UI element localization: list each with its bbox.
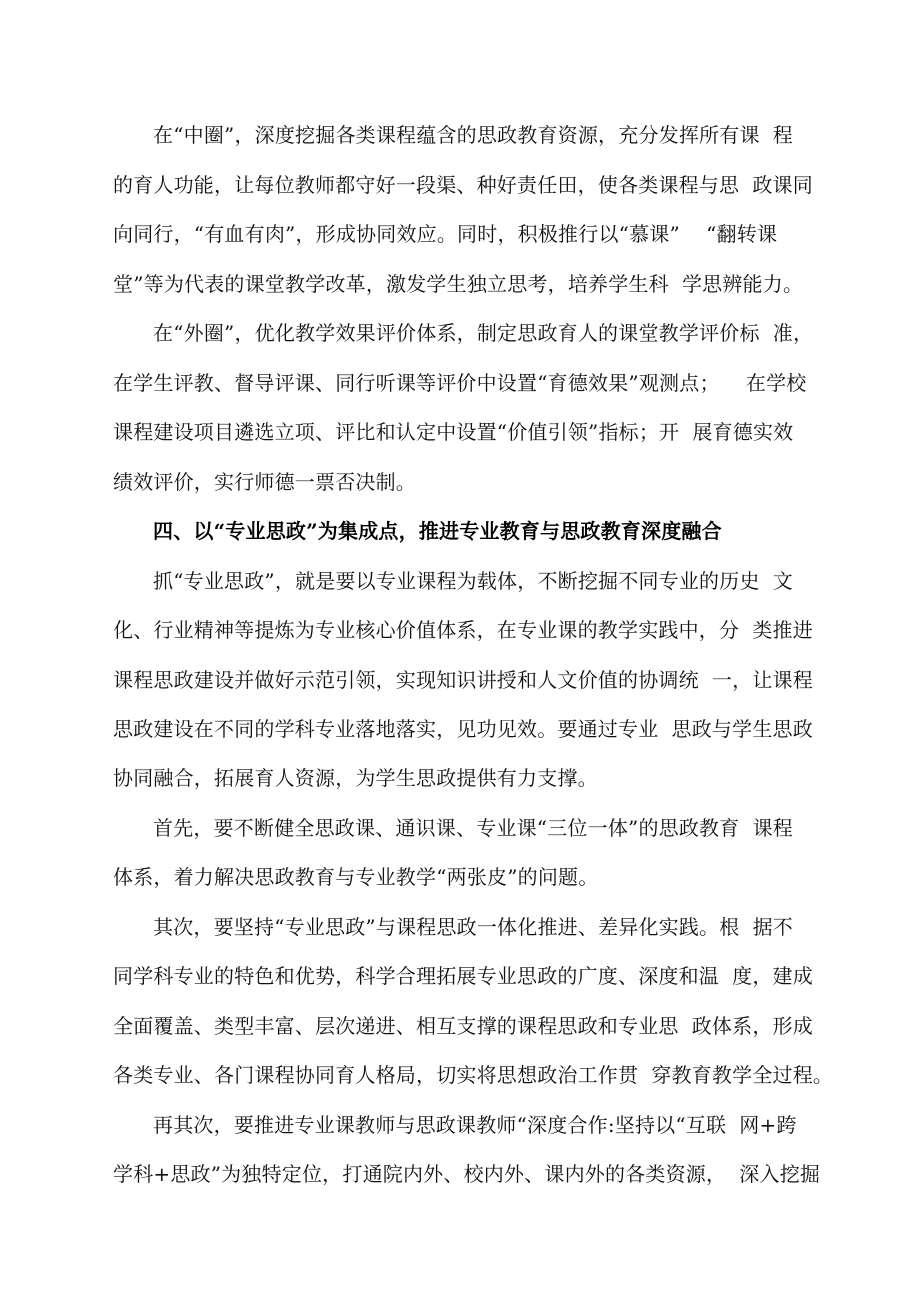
paragraph-line: 课程建设项目遴选立项、评比和认定中设置“价值引领”指标；开 展育德实效	[113, 420, 794, 444]
paragraph-line: 堂”等为代表的课堂教学改革，激发学生独立思考，培养学生科 学思辨能力。	[113, 272, 804, 296]
paragraph-line: 抓“专业思政”，就是要以专业课程为载体，不断挖掘不同专业的历史 文	[153, 569, 793, 593]
paragraph-line: 绩效评价，实行师德一票否决制。	[113, 470, 416, 494]
paragraph-line: 体系，着力解决思政教育与专业教学“两张皮”的问题。	[113, 865, 599, 889]
section-heading: 四、以“专业思政”为集成点，推进专业教育与思政教育深度融合	[153, 519, 722, 543]
paragraph-line: 思政建设在不同的学科专业落地落实，见功见效。要通过专业 思政与学生思政	[113, 717, 813, 741]
paragraph-line: 协同融合，拓展育人资源，为学生思政提供有力支撑。	[113, 766, 598, 790]
paragraph-line: 再其次，要推进专业课教师与思政课教师“深度合作:坚持以“互联 网+跨	[153, 1113, 797, 1137]
paragraph-line: 在学生评教、督导评课、同行听课等评价中设置“育德效果”观测点； 在学校	[113, 371, 807, 395]
paragraph-line: 化、行业精神等提炼为专业核心价值体系，在专业课的教学实践中，分 类推进	[113, 618, 813, 642]
paragraph-line: 课程思政建设并做好示范引领，实现知识讲授和人文价值的协调统 一，让课程	[113, 668, 813, 692]
paragraph-line: 全面覆盖、类型丰富、层次递进、相互支撑的课程思政和专业思 政体系，形成	[113, 1014, 813, 1038]
paragraph-line: 首先，要不断健全思政课、通识课、专业课“三位一体”的思政教育 课程	[153, 816, 793, 840]
paragraph-line: 各类专业、各门课程协同育人格局，切实将思想政治工作贯 穿教育教学全过程。	[113, 1063, 834, 1087]
paragraph-line: 学科+思政”为独特定位，打通院内外、校内外、课内外的各类资源， 深入挖掘	[113, 1162, 821, 1186]
paragraph-line: 的育人功能，让每位教师都守好一段渠、种好责任田，使各类课程与思 政课同	[113, 173, 813, 197]
paragraph-line: 在“外圈”，优化教学效果评价体系，制定思政育人的课堂教学评价标 准，	[153, 321, 814, 345]
paragraph-line: 其次，要坚持“专业思政”与课程思政一体化推进、差异化实践。根 据不	[153, 915, 793, 939]
paragraph-line: 在“中圈”，深度挖掘各类课程蕴含的思政教育资源，充分发挥所有课 程	[153, 123, 793, 147]
paragraph-line: 向同行，“有血有肉”，形成协同效应。同时，积极推行以“慕课” “翻转课	[113, 222, 778, 246]
paragraph-line: 同学科专业的特色和优势，科学合理拓展专业思政的广度、深度和温 度，建成	[113, 964, 813, 988]
